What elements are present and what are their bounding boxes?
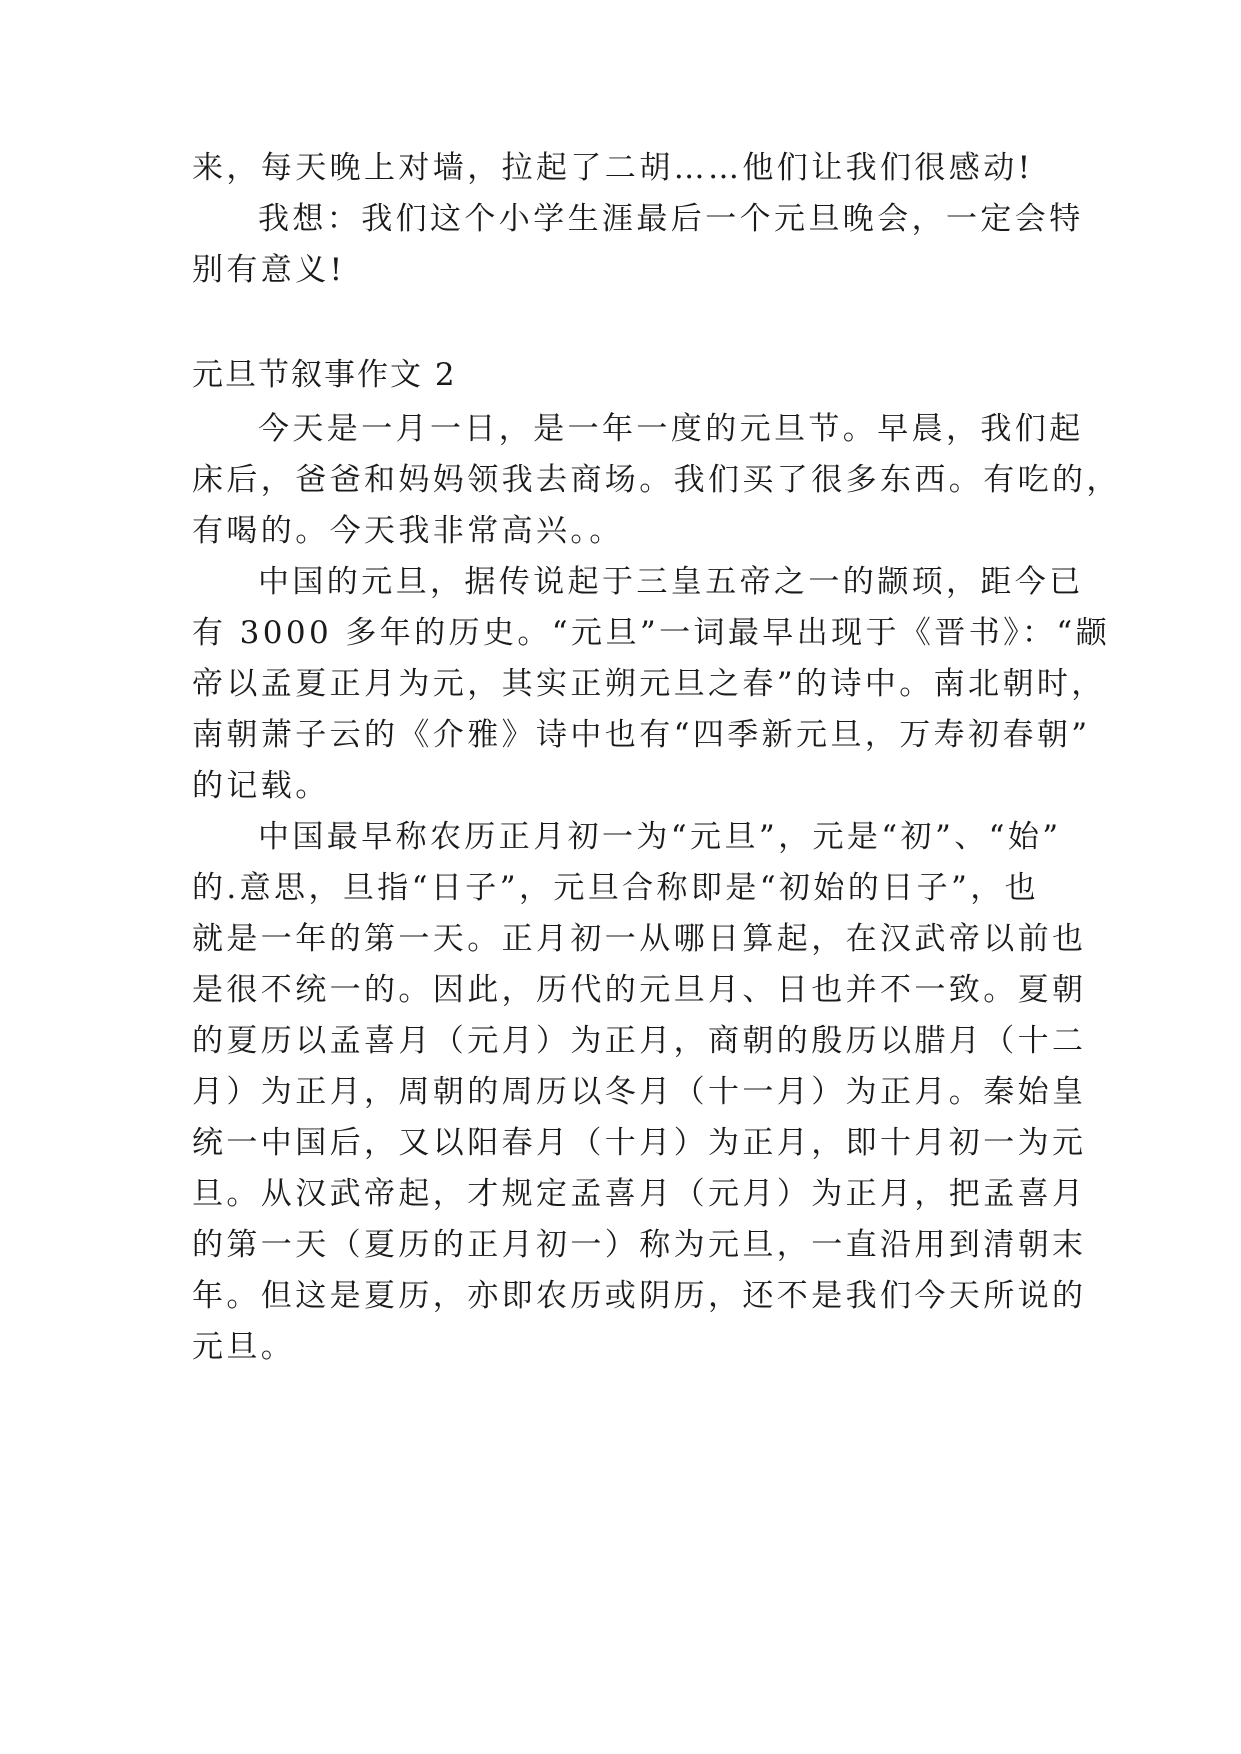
text-line: 别有意义! <box>192 252 346 288</box>
text-line: 南朝萧子云的《介雅》诗中也有“四季新元旦，万寿初春朝” <box>192 717 1091 753</box>
text-line: 中国的元旦，据传说起于三皇五帝之一的颛顼，距今已 <box>258 564 1084 600</box>
text-line: 的夏历以孟喜月（元月）为正月，商朝的殷历以腊月（十二 <box>192 1023 1087 1059</box>
text-line: 的记载。 <box>192 768 330 804</box>
text-line: 的.意思，旦指“日子”，元旦合称即是“初始的日子”，也 <box>192 870 1040 906</box>
text-line: 来，每天晚上对墙，拉起了二胡……他们让我们很感动! <box>192 150 1034 186</box>
text-line: 今天是一月一日，是一年一度的元旦节。早晨，我们起 <box>258 411 1084 447</box>
text-line: 就是一年的第一天。正月初一从哪日算起，在汉武帝以前也 <box>192 921 1087 957</box>
text-line: 旦。从汉武帝起，才规定孟喜月（元月）为正月，把孟喜月 <box>192 1176 1087 1212</box>
text-line: 有喝的。今天我非常高兴。。 <box>192 513 624 549</box>
text-line: 年。但这是夏历，亦即农历或阴历，还不是我们今天所说的 <box>192 1278 1087 1314</box>
section-title: 元旦节叙事作文 2 <box>192 357 457 393</box>
text-line: 元旦。 <box>192 1329 296 1365</box>
text-line: 月）为正月，周朝的周历以冬月（十一月）为正月。秦始皇 <box>192 1074 1087 1110</box>
text-line: 我想：我们这个小学生涯最后一个元旦晚会，一定会特 <box>258 201 1084 237</box>
text-line: 床后，爸爸和妈妈领我去商场。我们买了很多东西。有吃的， <box>192 462 1121 498</box>
text-line: 是很不统一的。因此，历代的元旦月、日也并不一致。夏朝 <box>192 972 1087 1008</box>
text-line: 帝以孟夏正月为元，其实正朔元旦之春”的诗中。南北朝时， <box>192 666 1106 702</box>
text-line: 的第一天（夏历的正月初一）称为元旦，一直沿用到清朝末 <box>192 1227 1087 1263</box>
text-line: 统一中国后，又以阳春月（十月）为正月，即十月初一为元 <box>192 1125 1087 1161</box>
text-line: 中国最早称农历正月初一为“元旦”，元是“初”、“始” <box>258 819 1062 855</box>
text-line: 有 3000 多年的历史。“元旦”一词最早出现于《晋书》：“颛 <box>192 615 1111 651</box>
